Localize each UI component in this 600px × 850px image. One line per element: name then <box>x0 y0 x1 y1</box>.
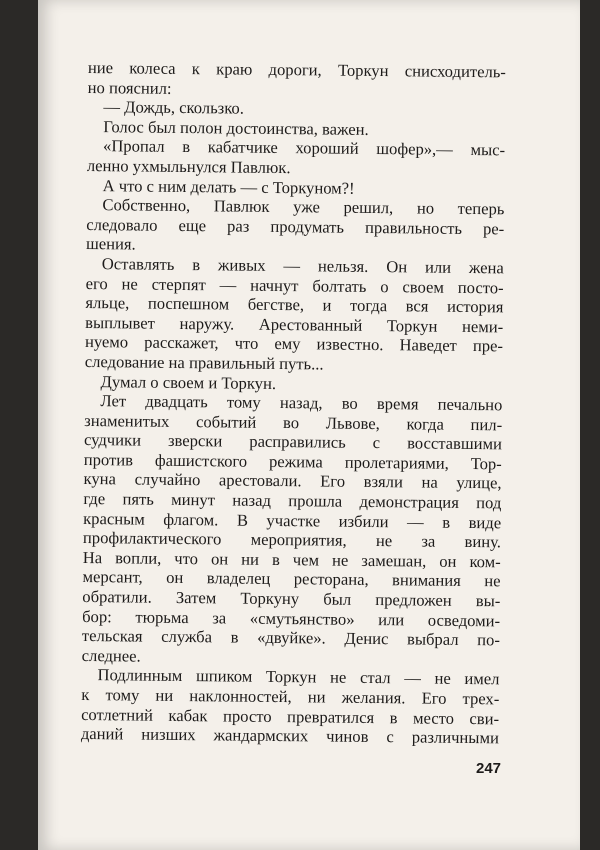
text-line: профилактического мероприятия, не за вину. <box>82 528 502 552</box>
text-line: против фашистского режима пролетариями, Тор- <box>83 449 502 474</box>
text-line: знаменитых событий во Львове, когда пил- <box>84 410 503 435</box>
text-line: Собственно, Павлюк уже решил, но теперь <box>102 195 505 219</box>
page-text <box>81 58 506 748</box>
text-line: следнее. <box>81 645 141 666</box>
text-line: его не стерпят — начнут болтать о своем посто- <box>85 273 504 297</box>
text-line: бор: тюрьма за «смутьянство» или осведоми- <box>82 606 501 630</box>
text-line: к тому ни наклонностей, ни желания. Его трех- <box>81 684 500 709</box>
text-line: шения. <box>85 234 136 254</box>
text-line: выплывет наружу. Арестованный Торкун неми- <box>85 312 504 337</box>
text-line: следовало еще раз продумать правильность ре- <box>86 214 505 239</box>
text-line: «Пропал в кабатчике хороший шофер»,— мыс- <box>102 136 506 160</box>
text-line: красным флагом. В участке избили — в виде <box>83 508 502 533</box>
text-line: но пояснил: <box>87 77 172 98</box>
text-line: А что с ним делать — с Торкуном?! <box>102 175 355 198</box>
text-line: Думал о своем и Торкун. <box>100 371 277 393</box>
book-page <box>38 0 580 850</box>
text-line: ние колеса к краю дороги, Торкун снисходитель- <box>87 58 506 82</box>
text-line: На вопли, что он ни в чем не замешан, он ком- <box>82 547 501 572</box>
text-line: обратили. Затем Торкуну был предложен вы- <box>82 587 501 611</box>
text-line: яльце, поспешном бегстве, и тогда вся история <box>85 293 504 317</box>
text-line: Оставлять в живых — нельзя. Он или жена <box>101 254 504 278</box>
text-line: судчики зверски расправились с восставшими <box>83 430 503 454</box>
text-line: следование на правильный путь... <box>84 351 324 374</box>
text-line: тельская служба в «двуйке». Денис выбрал по- <box>81 626 501 650</box>
text-line: мерсант, он владелец ресторана, внимания не <box>82 567 501 591</box>
text-line: куна случайно арестовали. Его взяли на улице, <box>83 469 502 493</box>
text-line: сотлетний кабак просто превратился в место сви- <box>81 704 500 728</box>
text-line: даний низших жандармских чинов с различными <box>80 724 500 748</box>
text-line: нуемо расскажет, что ему известно. Наведет пре- <box>84 332 504 356</box>
text-line: Лет двадцать тому назад, во время печально <box>100 391 503 415</box>
text-line: Подлинным шпиком Торкун не стал — не имел <box>97 665 500 689</box>
text-line: где пять минут назад прошла демонстрация под <box>83 489 502 513</box>
text-line: — Дождь, скользко. <box>103 97 245 118</box>
text-line: Голос был полон достоинства, важен. <box>103 116 369 139</box>
page-number: 247 <box>476 760 502 777</box>
text-line: ленно ухмыльнулся Павлюк. <box>86 155 291 178</box>
